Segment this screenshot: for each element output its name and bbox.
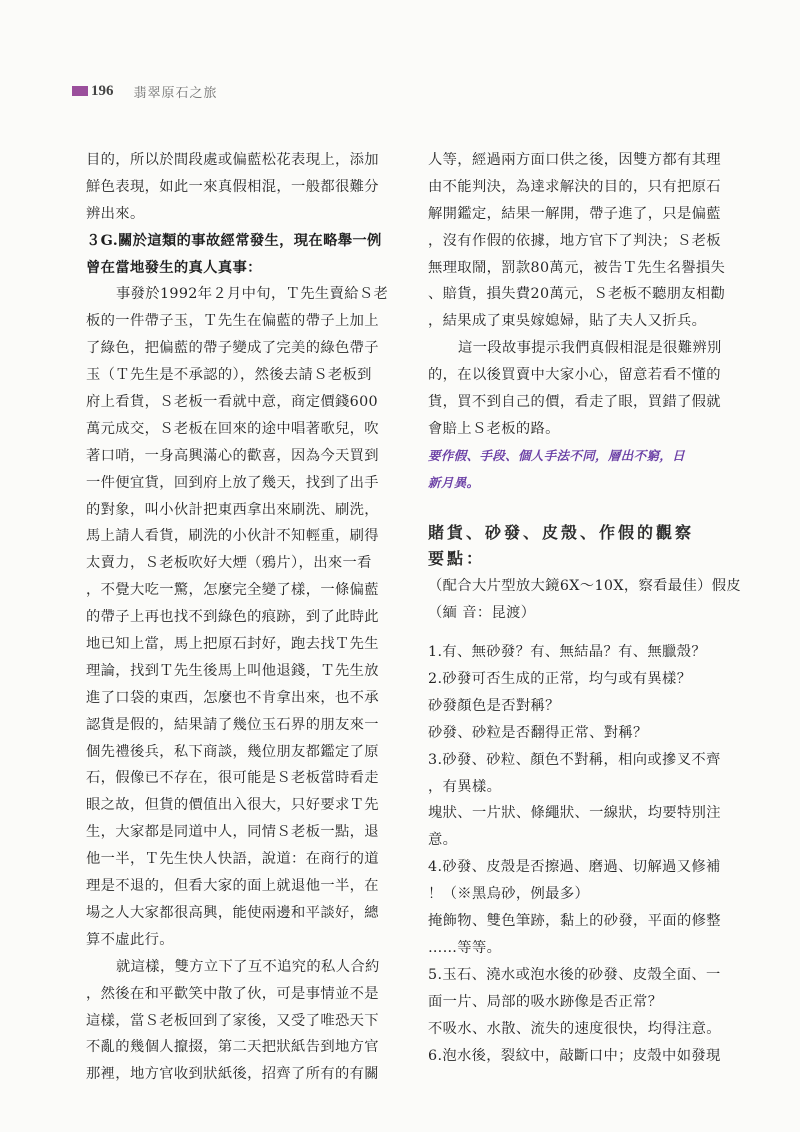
text-line: ，結果成了東吳嫁媳婦，貼了夫人又折兵。 — [428, 313, 707, 330]
point-line: 2.砂發可否生成的正常，均勻或有異樣？ — [428, 671, 692, 688]
text-line: 生，大家都是同道中人，同情Ｓ老板一點，退 — [86, 824, 379, 841]
point-line: ！（※黑烏砂，例最多） — [428, 886, 590, 903]
text-line: 理論，找到Ｔ先生後馬上叫他退錢，Ｔ先生放 — [86, 662, 379, 679]
page-header — [72, 80, 218, 102]
point-line: 砂發、砂粒是否翻得正常、對稱？ — [428, 724, 648, 741]
book-title: 翡翠原石之旅 — [133, 85, 218, 101]
text-line: 就這樣，雙方立下了互不追究的私人合約 — [116, 958, 380, 975]
text-line: 辨出來。 — [86, 205, 145, 222]
text-line: 的帶子上再也找不到綠色的痕跡，到了此時此 — [86, 609, 379, 626]
text-line: 一件便宜貨，回到府上放了幾天，找到了出手 — [86, 474, 379, 491]
left-column — [86, 147, 414, 1088]
right-column — [428, 147, 754, 1069]
text-line: 馬上請人看貨，刷洗的小伙計不知輕重，刷得 — [86, 528, 379, 545]
point-line: 掩飾物、雙色筆跡，黏上的砂發，平面的修整 — [428, 913, 721, 930]
text-line: 板的一件帶子玉，Ｔ先生在偏藍的帶子上加上 — [86, 313, 379, 330]
text-line: 由不能判決，為達求解決的目的，只有把原石 — [428, 178, 721, 195]
text-line: 事發於1992年２月中旬，Ｔ先生賣給Ｓ老 — [116, 286, 389, 303]
text-line: 個先禮後兵，私下商談，幾位朋友都鑑定了原 — [86, 743, 379, 760]
text-line: 無理取鬧，罰款80萬元，被告Ｔ先生名譽損失 — [428, 259, 726, 276]
spacer — [428, 497, 754, 520]
text-line: 解開鑑定，結果一解開，帶子進了，只是偏藍 — [428, 205, 721, 222]
text-line: 那裡，地方官收到狀紙後，招齊了所有的有關 — [86, 1066, 379, 1083]
section-heading: 要點： — [428, 549, 486, 569]
point-line: 6.泡水後，裂紋中，敲斷口中；皮殼中如發現 — [428, 1047, 721, 1064]
text-line: 、賠貨，損失費20萬元，Ｓ老板不聽朋友相勸 — [428, 286, 726, 303]
text-line: 的，在以後買賣中大家小心，留意若看不懂的 — [428, 367, 721, 384]
text-line: 的對象，叫小伙計把東西拿出來刷洗、刷洗， — [86, 501, 379, 518]
text-line: 進了口袋的東西，怎麼也不肯拿出來，也不承 — [86, 689, 379, 706]
text-line: 石，假像已不存在，很可能是Ｓ老板當時看走 — [86, 770, 379, 787]
text-line: 地已知上當，馬上把原石封好，跑去找Ｔ先生 — [86, 636, 379, 653]
text-line: ，沒有作假的依據，地方官下了判決；Ｓ老板 — [428, 232, 721, 249]
text-line: 著口哨，一身高興滿心的歡喜，因為今天買到 — [86, 447, 379, 464]
point-line: 不吸水、水散、流失的速度很快，均得注意。 — [428, 1020, 721, 1037]
text-line: 鮮色表現，如此一來真假相混，一般都很難分 — [86, 178, 379, 195]
page-marker — [72, 86, 88, 96]
text-line: 府上看貨，Ｓ老板一看就中意，商定價錢600 — [86, 394, 378, 411]
section-heading: 賭貨、砂發、皮殼、作假的觀察 — [428, 522, 695, 542]
text-line: 眼之故，但貨的價值出入很大，只好要求Ｔ先 — [86, 797, 379, 814]
section-intro: （緬 音：昆渡） — [428, 605, 536, 622]
text-line: 太賣力，Ｓ老板吹好大煙（鴉片），出來一看 — [86, 555, 372, 572]
purple-note: 新月異。 — [428, 474, 480, 490]
text-line: 貨，買不到自己的價，看走了眼，買錯了假就 — [428, 394, 721, 411]
point-line: 意。 — [428, 832, 458, 849]
subsection-title: 曾在當地發生的真人真事： — [86, 259, 262, 276]
text-line: ，然後在和平歡笑中散了伙，可是事情並不是 — [86, 985, 379, 1002]
point-line: 5.玉石、澆水或泡水後的砂發、皮殼全面、一 — [428, 966, 721, 983]
text-line: 場之人大家都很高興，能使兩邊和平談好，總 — [86, 904, 379, 921]
text-line: 了綠色，把偏藍的帶子變成了完美的綠色帶子 — [86, 340, 379, 357]
spacer — [428, 627, 754, 639]
text-line: 理是不退的，但看大家的面上就退他一半，在 — [86, 878, 379, 895]
text-line: ，不覺大吃一驚，怎麼完全變了樣，一條偏藍 — [86, 582, 379, 599]
text-line: 萬元成交，Ｓ老板在回來的途中唱著歌兒，吹 — [86, 420, 379, 437]
point-line: ，有異樣。 — [428, 778, 502, 795]
text-line: 目的，所以於間段處或偏藍松花表現上，添加 — [86, 152, 379, 168]
point-line: 面一片、局部的吸水跡像是否正常？ — [428, 993, 663, 1010]
text-line: 不亂的幾個人攛掇，第二天把狀紙告到地方官 — [86, 1039, 379, 1056]
point-line: 1.有、無砂發？有、無結晶？有、無臘殼？ — [428, 644, 706, 661]
section-intro: （配合大片型放大鏡6X～10X，察看最佳）假皮 — [428, 578, 742, 595]
purple-note: 要作假、手段、個人手法不同，層出不窮，日 — [428, 447, 686, 463]
point-line: 3.砂發、砂粒、顏色不對稱，相向或摻叉不齊 — [428, 751, 721, 768]
page-number: 196 — [91, 82, 114, 99]
point-line: 4.砂發、皮殼是否擦過、磨過、切解過又修補 — [428, 859, 721, 876]
text-line: 玉（Ｔ先生是不承認的），然後去請Ｓ老板到 — [86, 367, 372, 384]
text-line: 這樣，當Ｓ老板回到了家後，又受了唯恐天下 — [86, 1012, 379, 1029]
point-line: 塊狀、一片狀、條繩狀、一線狀，均要特別注 — [428, 805, 721, 822]
text-line: 算不虛此行。 — [86, 931, 174, 948]
text-line: 人等，經過兩方面口供之後，因雙方都有其理 — [428, 152, 721, 168]
subsection-title: ３G.關於這類的事故經常發生，現在略舉一例 — [86, 232, 382, 249]
text-line: 會賠上Ｓ老板的路。 — [428, 420, 560, 437]
text-line: 這一段故事提示我們真假相混是很難辨別 — [458, 340, 722, 357]
point-line: ……等等。 — [428, 939, 502, 956]
text-line: 他一半，Ｔ先生快人快語，說道：在商行的道 — [86, 851, 379, 868]
text-line: 認貨是假的，結果請了幾位玉石界的朋友來一 — [86, 716, 379, 733]
point-line: 砂發顏色是否對稱？ — [428, 697, 560, 714]
